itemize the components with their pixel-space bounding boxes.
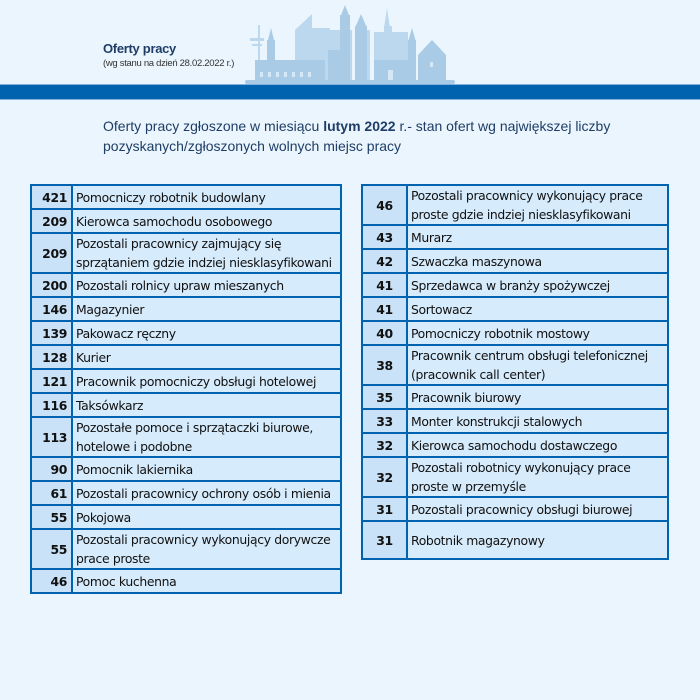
city-skyline-icon [240, 0, 460, 86]
table-row [31, 369, 341, 393]
page-title: Oferty pracy [103, 41, 176, 56]
table-row [362, 345, 668, 385]
occupation-name: Monter konstrukcji stalowych [407, 409, 668, 433]
table-row [31, 417, 341, 457]
intro-text [103, 116, 623, 156]
table-row [362, 433, 668, 457]
offer-count: 31 [362, 497, 407, 521]
header-divider-bar [0, 84, 700, 100]
offer-count: 139 [31, 321, 72, 345]
offer-count: 41 [362, 297, 407, 321]
table-row [362, 457, 668, 497]
occupation-name: Pakowacz ręczny [72, 321, 341, 345]
offer-count: 90 [31, 457, 72, 481]
offer-count: 200 [31, 273, 72, 297]
intro-text-after: r.- stan ofert wg największej liczby pozyskanych/zgłoszonych wolnych miejsc pracy [103, 118, 611, 154]
table-row [362, 497, 668, 521]
table-row [31, 481, 341, 505]
offer-count: 209 [31, 233, 72, 273]
job-offers-table-left [30, 184, 342, 594]
table-row [31, 185, 341, 209]
occupation-name: Murarz [407, 225, 668, 249]
table-row [362, 297, 668, 321]
table-row [31, 321, 341, 345]
table-row [31, 273, 341, 297]
table-row [31, 569, 341, 593]
table-row [362, 225, 668, 249]
offer-count: 31 [362, 521, 407, 559]
offer-count: 209 [31, 209, 72, 233]
offer-count: 61 [31, 481, 72, 505]
occupation-name: Pozostali pracownicy obsługi biurowej [407, 497, 668, 521]
page-subtitle: (wg stanu na dzień 28.02.2022 r.) [103, 58, 235, 69]
occupation-name: Pokojowa [72, 505, 341, 529]
page-header [0, 0, 700, 110]
offer-count: 33 [362, 409, 407, 433]
offer-count: 35 [362, 385, 407, 409]
occupation-name: Pomocniczy robotnik budowlany [72, 185, 341, 209]
occupation-name: Pomocnik lakiernika [72, 457, 341, 481]
offer-count: 41 [362, 273, 407, 297]
offer-count: 32 [362, 457, 407, 497]
offer-count: 32 [362, 433, 407, 457]
offer-count: 113 [31, 417, 72, 457]
table-row [362, 409, 668, 433]
occupation-name: Pozostali pracownicy ochrony osób i mienia [72, 481, 341, 505]
occupation-name: Pozostałe pomoce i sprzątaczki biurowe, hotelowe i podobne [72, 417, 341, 457]
occupation-name: Pracownik centrum obsługi telefonicznej (pracownik call center) [407, 345, 668, 385]
offer-count: 55 [31, 529, 72, 569]
occupation-name: Pozostali pracownicy wykonujący dorywcze prace proste [72, 529, 341, 569]
occupation-name: Szwaczka maszynowa [407, 249, 668, 273]
offer-count: 55 [31, 505, 72, 529]
table-row [31, 457, 341, 481]
offer-count: 116 [31, 393, 72, 417]
offer-count: 42 [362, 249, 407, 273]
offer-count: 421 [31, 185, 72, 209]
table-row [31, 209, 341, 233]
offer-count: 43 [362, 225, 407, 249]
occupation-name: Pozostali pracownicy zajmujący się sprzątaniem gdzie indziej niesklasyfikowani [72, 233, 341, 273]
offer-count: 40 [362, 321, 407, 345]
occupation-name: Kierowca samochodu osobowego [72, 209, 341, 233]
occupation-name: Taksówkarz [72, 393, 341, 417]
occupation-name: Pozostali rolnicy upraw mieszanych [72, 273, 341, 297]
occupation-name: Sprzedawca w branży spożywczej [407, 273, 668, 297]
occupation-name: Sortowacz [407, 297, 668, 321]
table-row [31, 529, 341, 569]
job-offers-table-right [361, 184, 669, 560]
table-row [31, 233, 341, 273]
occupation-name: Pracownik biurowy [407, 385, 668, 409]
occupation-name: Robotnik magazynowy [407, 521, 668, 559]
intro-text-before: Oferty pracy zgłoszone w miesiącu [103, 118, 324, 134]
table-row [31, 505, 341, 529]
table-row [362, 185, 668, 225]
occupation-name: Kierowca samochodu dostawczego [407, 433, 668, 457]
offer-count: 146 [31, 297, 72, 321]
occupation-name: Pracownik pomocniczy obsługi hotelowej [72, 369, 341, 393]
occupation-name: Pomocniczy robotnik mostowy [407, 321, 668, 345]
table-row [31, 297, 341, 321]
offer-count: 128 [31, 345, 72, 369]
table-row [362, 273, 668, 297]
occupation-name: Pozostali pracownicy wykonujący prace proste gdzie indziej niesklasyfikowani [407, 185, 668, 225]
intro-text-bold: lutym 2022 [323, 118, 396, 134]
table-row [31, 345, 341, 369]
occupation-name: Pomoc kuchenna [72, 569, 341, 593]
offer-count: 46 [31, 569, 72, 593]
occupation-name: Pozostali robotnicy wykonujący prace proste w przemyśle [407, 457, 668, 497]
table-row [362, 249, 668, 273]
table-row [362, 521, 668, 559]
table-row [362, 385, 668, 409]
offer-count: 121 [31, 369, 72, 393]
occupation-name: Magazynier [72, 297, 341, 321]
table-row [31, 393, 341, 417]
offer-count: 38 [362, 345, 407, 385]
offer-count: 46 [362, 185, 407, 225]
occupation-name: Kurier [72, 345, 341, 369]
table-row [362, 321, 668, 345]
